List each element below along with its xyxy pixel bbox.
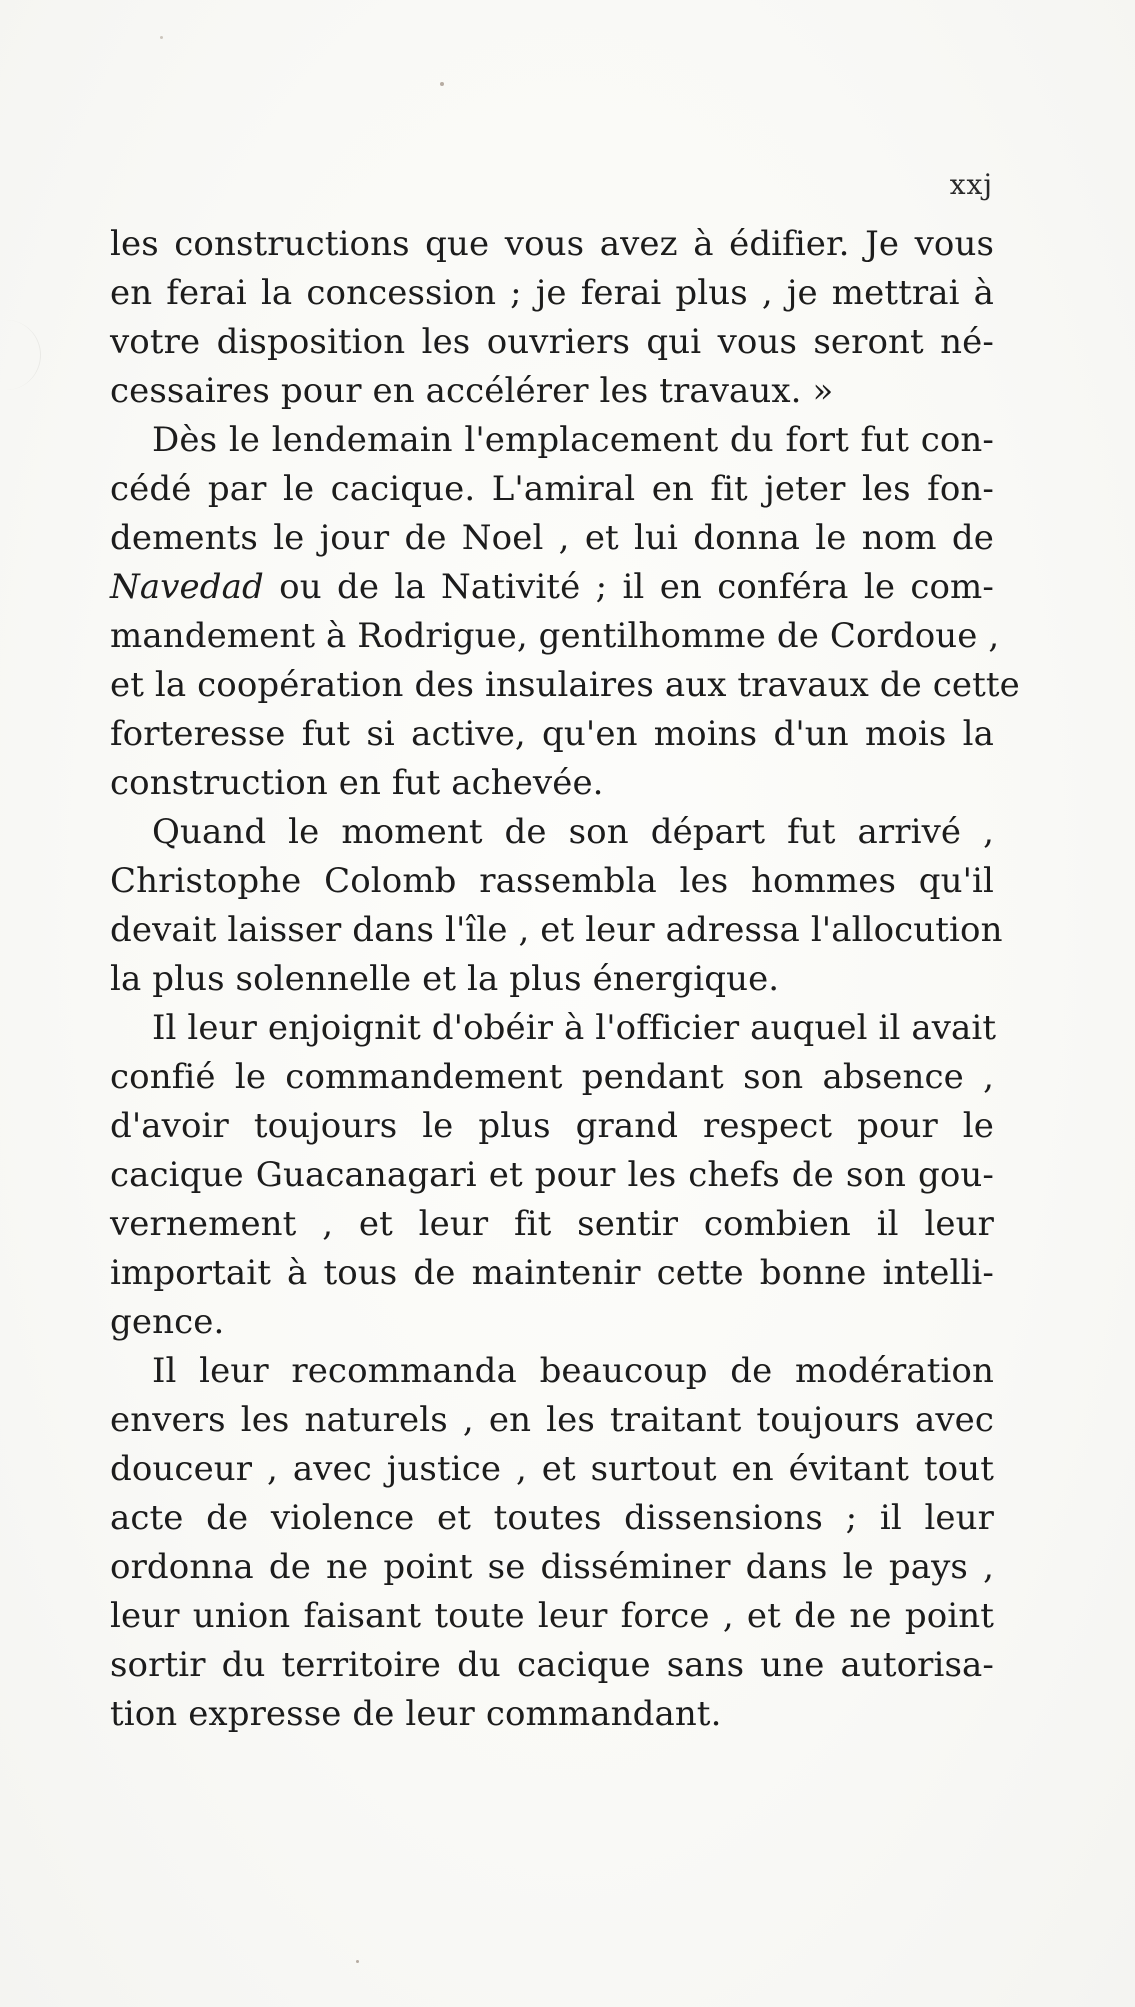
text-line: Quand le moment de son départ fut arrivé , xyxy=(152,812,994,852)
text-line: Il leur enjoignit d'obéir à l'officier auquel il avait xyxy=(152,1008,997,1048)
text-line: cessaires pour en accélérer les travaux. » xyxy=(110,371,834,411)
text-line: d'avoir toujours le plus grand respect pour le xyxy=(110,1106,994,1146)
text-line: devait laisser dans l'île , et leur adressa l'allocution xyxy=(110,910,1003,950)
text-line: confié le commandement pendant son absence , xyxy=(110,1057,994,1097)
text-line: Dès le lendemain l'emplacement du fort fut con- xyxy=(152,420,994,460)
text-line: les constructions que vous avez à édifier. Je vous xyxy=(110,224,994,264)
text-line: acte de violence et toutes dissensions ; il leur xyxy=(110,1498,994,1538)
text-line: tion expresse de leur commandant. xyxy=(110,1694,722,1734)
text-line: Christophe Colomb rassembla les hommes qu'il xyxy=(110,861,994,901)
paper-speck xyxy=(440,82,444,86)
text-line: mandement à Rodrigue, gentilhomme de Cordoue , xyxy=(110,616,1000,656)
italic-word: Navedad xyxy=(110,567,264,607)
paragraph-5 xyxy=(110,1347,994,1739)
text-line: leur union faisant toute leur force , et de ne point xyxy=(110,1596,994,1636)
text-line: sortir du territoire du cacique sans une autorisa- xyxy=(110,1645,994,1685)
text-line: envers les naturels , en les traitant toujours avec xyxy=(110,1400,994,1440)
paragraph-3 xyxy=(110,808,1003,1004)
paper-speck xyxy=(160,36,163,39)
text-line: gence. xyxy=(110,1302,225,1342)
text-line: cacique Guacanagari et pour les chefs de son gou- xyxy=(110,1155,994,1195)
text-line: importait à tous de maintenir cette bonne intelli- xyxy=(110,1253,994,1293)
text-line-italic-start: Navedad ou de la Nativité ; il en conféra le com- xyxy=(110,567,994,607)
page-edge-mark xyxy=(0,320,41,390)
text-line: votre disposition les ouvriers qui vous seront né- xyxy=(110,322,994,362)
paper-speck xyxy=(356,1960,359,1963)
text-line: ordonna de ne point se disséminer dans le pays , xyxy=(110,1547,994,1587)
text-line: en ferai la concession ; je ferai plus , je mettrai à xyxy=(110,273,994,313)
paragraph-1 xyxy=(110,220,994,416)
paragraph-2 xyxy=(110,416,1020,808)
text-line: cédé par le cacique. L'amiral en fit jeter les fon- xyxy=(110,469,994,509)
text-line: forteresse fut si active, qu'en moins d'un mois la xyxy=(110,714,994,754)
body-text xyxy=(110,220,1020,1739)
text-line: la plus solennelle et la plus énergique. xyxy=(110,959,780,999)
text-line: vernement , et leur fit sentir combien il leur xyxy=(110,1204,994,1244)
page-number: xxj xyxy=(949,168,993,201)
text-line: et la coopération des insulaires aux travaux de cette xyxy=(110,665,1020,705)
text-line: douceur , avec justice , et surtout en évitant tout xyxy=(110,1449,994,1489)
text-line: Il leur recommanda beaucoup de modération xyxy=(152,1351,994,1391)
text-line: dements le jour de Noel , et lui donna le nom de xyxy=(110,518,994,558)
paragraph-4 xyxy=(110,1004,997,1347)
text-line: construction en fut achevée. xyxy=(110,763,604,803)
